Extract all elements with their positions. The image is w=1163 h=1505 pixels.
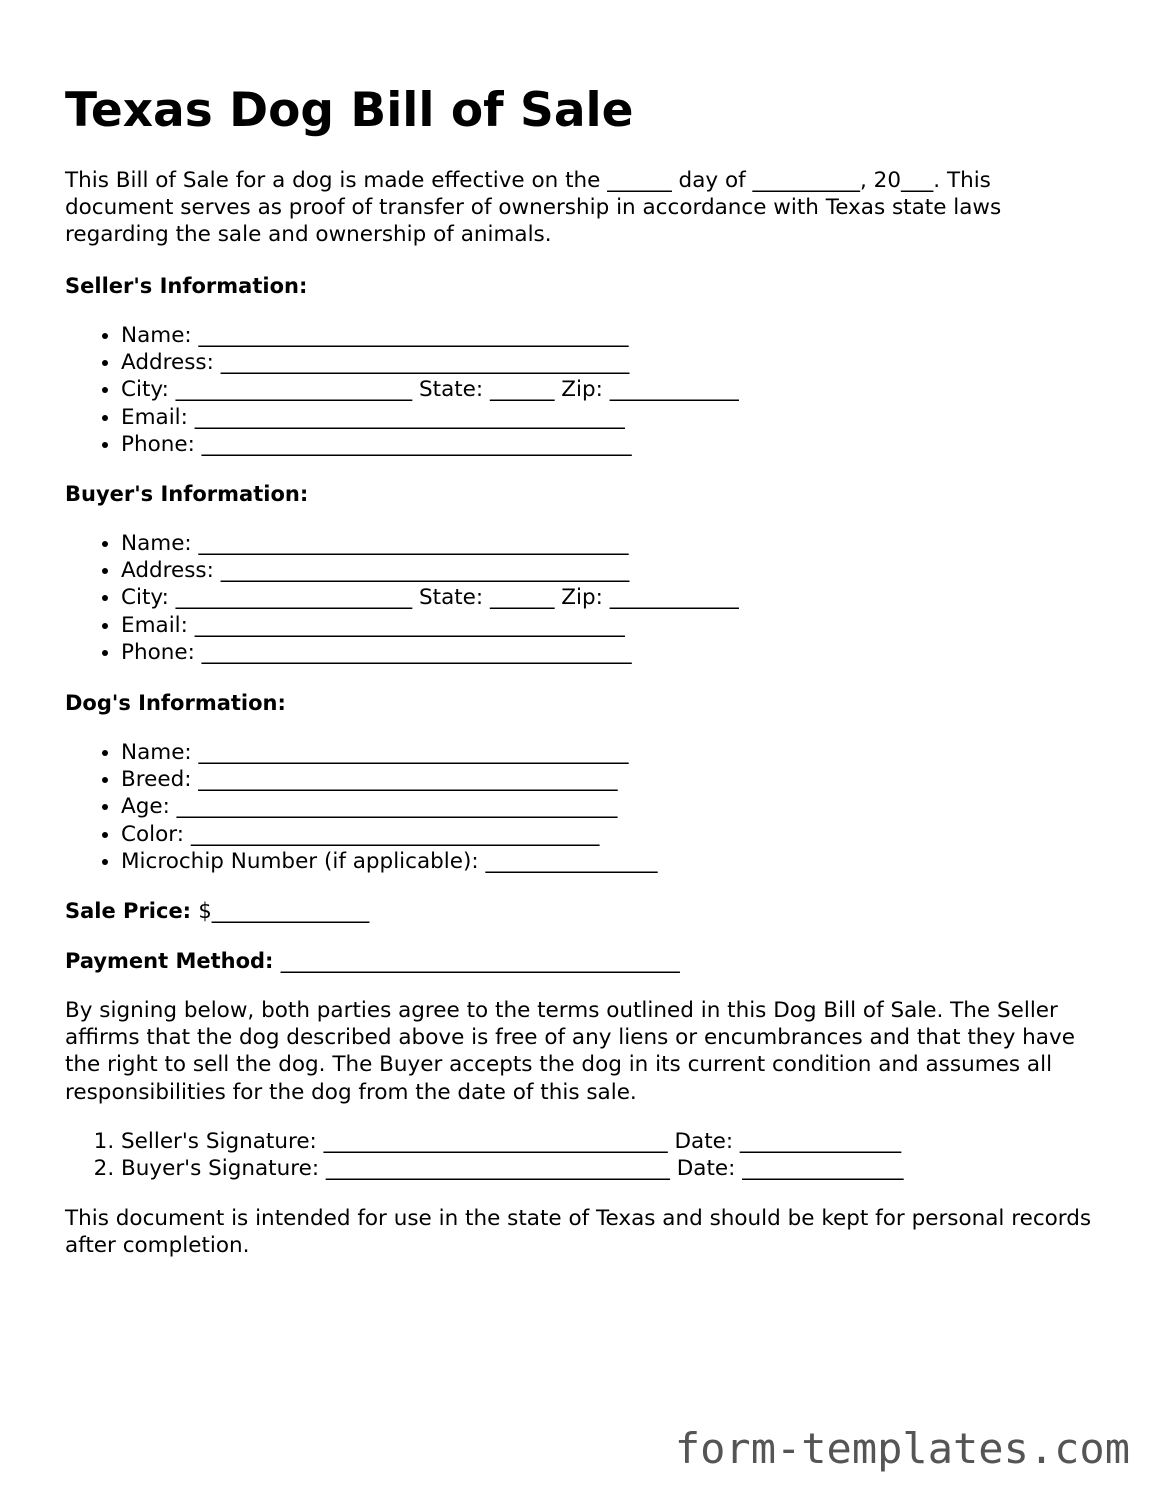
dog-name-field[interactable]: • Name: ________________________________________ [121, 739, 657, 766]
seller-city-state-zip-field[interactable]: • City: ______________________ State: ______ Zip: ____________ [121, 376, 739, 403]
dog-breed-field[interactable]: • Breed: _______________________________________ [121, 766, 657, 793]
buyer-fields [65, 530, 739, 666]
seller-signature-field[interactable]: 1. Seller's Signature: ________________________________ Date: _______________ [121, 1128, 903, 1155]
dog-age-field[interactable]: • Age: _________________________________________ [121, 793, 657, 820]
payment-method-line [65, 947, 680, 975]
dog-microchip-field[interactable]: • Microchip Number (if applicable): ________________ [121, 848, 657, 875]
seller-name-field[interactable]: • Name: ________________________________________ [121, 322, 739, 349]
buyer-address-field[interactable]: • Address: ______________________________________ [121, 557, 739, 584]
seller-fields [65, 322, 739, 458]
intro-paragraph: This Bill of Sale for a dog is made effective on the ______ day of __________, 20___. This document serves as proof of transfer of ownership in accordance with Texas state laws regarding the sale and ownership of animals. [65, 168, 1002, 248]
buyer-phone-field[interactable]: • Phone: ________________________________________ [121, 639, 739, 666]
closing-paragraph: This document is intended for use in the state of Texas and should be kept for personal records after completion. [65, 1206, 1092, 1259]
buyer-email-field[interactable]: • Email: ________________________________________ [121, 612, 739, 639]
sale-price-field[interactable]: $_______________ [198, 899, 370, 923]
seller-phone-field[interactable]: • Phone: ________________________________________ [121, 431, 739, 458]
buyer-signature-field[interactable]: 2. Buyer's Signature: ________________________________ Date: _______________ [121, 1155, 903, 1182]
agreement-paragraph: By signing below, both parties agree to the terms outlined in this Dog Bill of Sale. The Seller affirms that the dog described above is free of any liens or encumbrances and that they have the right to sell the dog. The Buyer accepts the dog in its current condition and assumes all responsibilities for the dog from the date of this sale. [65, 998, 1075, 1105]
buyer-name-field[interactable]: • Name: ________________________________________ [121, 530, 739, 557]
sale-price-line [65, 897, 369, 925]
buyer-heading: Buyer's Information: [65, 482, 309, 506]
watermark: form-templates.com [674, 1424, 1130, 1473]
payment-method-label: Payment Method: [65, 949, 274, 973]
page-title: Texas Dog Bill of Sale [65, 83, 634, 138]
signature-list [65, 1128, 903, 1182]
sale-price-label: Sale Price: [65, 899, 192, 923]
seller-address-field[interactable]: • Address: ______________________________________ [121, 349, 739, 376]
dog-fields [65, 739, 657, 875]
payment-method-field[interactable]: ______________________________________ [280, 949, 680, 973]
buyer-city-state-zip-field[interactable]: • City: ______________________ State: ______ Zip: ____________ [121, 584, 739, 611]
seller-email-field[interactable]: • Email: ________________________________________ [121, 404, 739, 431]
dog-color-field[interactable]: • Color: ______________________________________ [121, 821, 657, 848]
seller-heading: Seller's Information: [65, 274, 308, 298]
dog-heading: Dog's Information: [65, 691, 286, 715]
